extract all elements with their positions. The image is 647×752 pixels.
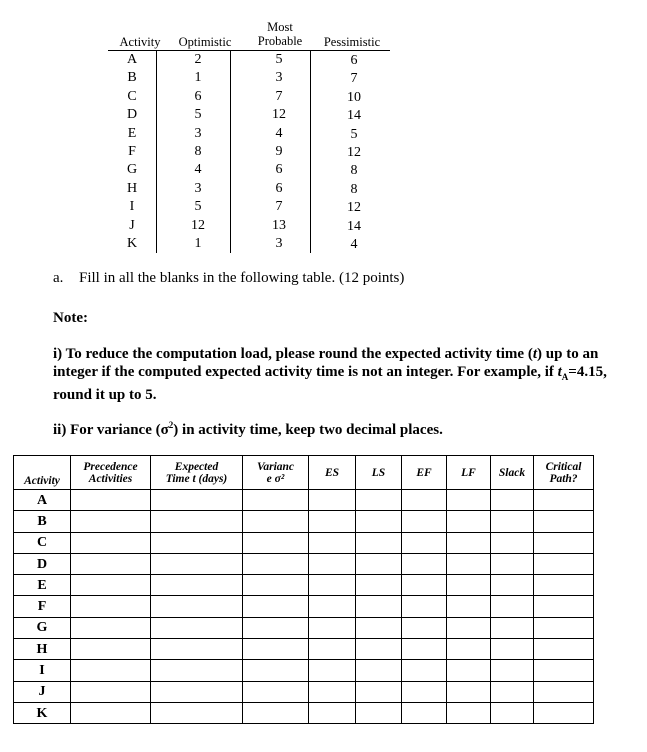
answer-blank-cell[interactable] — [491, 532, 534, 553]
answer-row-activity: F — [14, 596, 71, 617]
answer-blank-cell[interactable] — [491, 553, 534, 574]
answer-blank-cell[interactable] — [447, 639, 491, 660]
answer-blank-cell[interactable] — [71, 511, 151, 532]
answer-row — [14, 681, 594, 702]
answer-blank-cell[interactable] — [309, 511, 356, 532]
estimates-header — [108, 16, 390, 51]
answer-blank-cell[interactable] — [356, 702, 402, 723]
answer-row-activity: D — [14, 553, 71, 574]
estimate-row — [108, 51, 390, 69]
answer-blank-cell[interactable] — [309, 575, 356, 596]
cell-optimistic: 5 — [166, 198, 231, 216]
cell-most-probable: 7 — [248, 88, 311, 106]
answer-blank-cell[interactable] — [243, 532, 309, 553]
answer-blank-cell[interactable] — [491, 639, 534, 660]
answer-blank-cell[interactable] — [309, 639, 356, 660]
answer-blank-cell[interactable] — [309, 553, 356, 574]
answer-row-activity: A — [14, 490, 71, 511]
cell-most-probable: 7 — [248, 198, 311, 216]
cell-pessimistic: 8 — [350, 163, 358, 179]
answer-row-activity: E — [14, 575, 71, 596]
cell-activity: F — [108, 143, 157, 161]
answer-blank-cell[interactable] — [447, 617, 491, 638]
col-slack: Slack — [491, 456, 534, 490]
answer-row — [14, 639, 594, 660]
cell-optimistic: 4 — [166, 161, 231, 179]
answer-blank-cell[interactable] — [356, 681, 402, 702]
answer-row — [14, 511, 594, 532]
cell-most-probable: 3 — [248, 69, 311, 87]
answer-blank-cell[interactable] — [402, 553, 447, 574]
question-a — [53, 270, 404, 287]
answer-blank-cell[interactable] — [356, 596, 402, 617]
answer-row — [14, 490, 594, 511]
estimate-row — [108, 88, 390, 106]
cell-optimistic: 6 — [166, 88, 231, 106]
answer-row — [14, 553, 594, 574]
answer-blank-cell[interactable] — [243, 702, 309, 723]
cell-pessimistic: 10 — [347, 89, 361, 105]
cell-optimistic: 2 — [166, 51, 231, 69]
cell-pessimistic: 6 — [350, 53, 358, 68]
note-rounding-text-2: ) up to an integer if the computed expected activity time is not an integer. For example, if — [53, 346, 599, 380]
answer-blank-cell[interactable] — [309, 490, 356, 511]
note-rounding — [53, 345, 613, 404]
answer-blank-cell[interactable] — [447, 681, 491, 702]
cell-activity: H — [108, 180, 157, 198]
answer-blank-cell[interactable] — [356, 639, 402, 660]
cell-optimistic: 3 — [166, 180, 231, 198]
answer-blank-cell[interactable] — [71, 553, 151, 574]
answer-blank-cell[interactable] — [71, 681, 151, 702]
answer-header-row — [14, 456, 594, 490]
note-rounding-text-1: i) To reduce the computation load, please round the expected activity time ( — [53, 346, 533, 362]
col-es: ES — [309, 456, 356, 490]
answer-blank-cell[interactable] — [309, 617, 356, 638]
estimate-row — [108, 161, 390, 179]
note-var-t-a: t — [557, 364, 562, 380]
note-subscript-a: A — [561, 372, 569, 382]
note-variance-sup: 2 — [168, 420, 174, 430]
answer-blank-cell[interactable] — [402, 681, 447, 702]
cell-activity: I — [108, 198, 157, 216]
answer-blank-cell[interactable] — [534, 490, 594, 511]
answer-row-activity: K — [14, 702, 71, 723]
col-expected-line1: Expected — [174, 460, 219, 473]
answer-blank-cell[interactable] — [491, 702, 534, 723]
note-variance-text-1: ii) For variance (σ — [53, 422, 169, 438]
cell-activity: B — [108, 69, 157, 87]
answer-blank-cell[interactable] — [356, 617, 402, 638]
answer-blank-cell[interactable] — [243, 639, 309, 660]
answer-blank-cell[interactable] — [534, 702, 594, 723]
answer-blank-cell[interactable] — [447, 596, 491, 617]
header-most-line1: Most — [267, 20, 293, 34]
answer-blank-cell[interactable] — [491, 681, 534, 702]
answer-row — [14, 617, 594, 638]
cell-pessimistic: 8 — [350, 181, 358, 197]
col-activity: Activity — [14, 456, 71, 490]
cell-pessimistic: 12 — [347, 200, 361, 216]
note-var-t: t — [532, 346, 538, 362]
col-critical-path — [534, 456, 594, 490]
cell-pessimistic: 14 — [347, 108, 361, 124]
answer-blank-cell[interactable] — [356, 575, 402, 596]
answer-blank-cell[interactable] — [447, 660, 491, 681]
question-text: Fill in all the blanks in the following table. (12 points) — [79, 270, 405, 286]
cell-pessimistic: 5 — [350, 126, 358, 142]
answer-blank-cell[interactable] — [309, 660, 356, 681]
col-lf: LF — [447, 456, 491, 490]
answer-blank-cell[interactable] — [534, 617, 594, 638]
col-ls: LS — [356, 456, 402, 490]
cell-activity: A — [108, 51, 157, 69]
answer-blank-cell[interactable] — [151, 532, 243, 553]
answer-row — [14, 702, 594, 723]
answer-blank-cell[interactable] — [71, 702, 151, 723]
answer-blank-cell[interactable] — [243, 617, 309, 638]
cell-activity: G — [108, 161, 157, 179]
answer-blank-cell[interactable] — [71, 596, 151, 617]
answer-blank-cell[interactable] — [534, 532, 594, 553]
answer-blank-cell[interactable] — [243, 575, 309, 596]
answer-blank-cell[interactable] — [356, 511, 402, 532]
answer-row — [14, 575, 594, 596]
answer-blank-cell[interactable] — [151, 681, 243, 702]
answer-table — [13, 455, 594, 724]
cell-most-probable: 5 — [248, 51, 311, 69]
answer-row-activity: J — [14, 681, 71, 702]
answer-blank-cell[interactable] — [309, 596, 356, 617]
answer-blank-cell[interactable] — [534, 681, 594, 702]
estimate-row — [108, 125, 390, 143]
answer-row-activity: I — [14, 660, 71, 681]
answer-blank-cell[interactable] — [447, 575, 491, 596]
answer-blank-cell[interactable] — [491, 596, 534, 617]
answer-blank-cell[interactable] — [71, 660, 151, 681]
answer-row — [14, 596, 594, 617]
estimate-row — [108, 143, 390, 161]
answer-blank-cell[interactable] — [491, 490, 534, 511]
header-pessimistic: Pessimistic — [323, 35, 381, 49]
answer-row — [14, 532, 594, 553]
col-precedence-line1: Precedence — [83, 460, 138, 473]
answer-blank-cell[interactable] — [151, 660, 243, 681]
answer-blank-cell[interactable] — [491, 511, 534, 532]
col-variance — [243, 456, 309, 490]
answer-blank-cell[interactable] — [356, 490, 402, 511]
header-optimistic: Optimistic — [178, 35, 232, 49]
answer-blank-cell[interactable] — [534, 575, 594, 596]
answer-blank-cell[interactable] — [71, 490, 151, 511]
answer-blank-cell[interactable] — [491, 660, 534, 681]
cell-pessimistic: 7 — [350, 71, 358, 87]
estimate-row — [108, 180, 390, 198]
cell-activity: E — [108, 125, 157, 143]
header-most-line2: Probable — [257, 34, 303, 48]
answer-blank-cell[interactable] — [534, 660, 594, 681]
header-most-probable — [250, 20, 310, 48]
answer-row-activity: G — [14, 617, 71, 638]
answer-blank-cell[interactable] — [356, 660, 402, 681]
col-critical-line2: Path? — [549, 472, 578, 485]
answer-blank-cell[interactable] — [309, 532, 356, 553]
col-expected-line2: Time t (days) — [165, 472, 228, 485]
estimates-table — [108, 16, 390, 253]
answer-blank-cell[interactable] — [447, 702, 491, 723]
answer-blank-cell[interactable] — [151, 553, 243, 574]
cell-most-probable: 3 — [248, 235, 311, 253]
answer-blank-cell[interactable] — [71, 532, 151, 553]
answer-blank-cell[interactable] — [243, 511, 309, 532]
answer-blank-cell[interactable] — [356, 553, 402, 574]
cell-optimistic: 8 — [166, 143, 231, 161]
answer-blank-cell[interactable] — [491, 575, 534, 596]
answer-blank-cell[interactable] — [402, 617, 447, 638]
answer-blank-cell[interactable] — [534, 511, 594, 532]
cell-pessimistic: 4 — [350, 236, 358, 252]
answer-blank-cell[interactable] — [151, 617, 243, 638]
answer-blank-cell[interactable] — [71, 575, 151, 596]
answer-blank-cell[interactable] — [402, 702, 447, 723]
cell-most-probable: 4 — [248, 125, 311, 143]
answer-blank-cell[interactable] — [447, 532, 491, 553]
cell-pessimistic: 14 — [347, 218, 361, 234]
answer-blank-cell[interactable] — [309, 681, 356, 702]
cell-most-probable: 12 — [248, 106, 311, 124]
cell-optimistic: 3 — [166, 125, 231, 143]
estimates-body — [108, 51, 390, 253]
answer-blank-cell[interactable] — [447, 553, 491, 574]
col-variance-line1: Varianc — [256, 460, 295, 473]
col-precedence — [71, 456, 151, 490]
answer-row — [14, 660, 594, 681]
note-rounding-text-3: =4.15, round it up to 5. — [53, 364, 607, 403]
cell-activity: J — [108, 217, 157, 235]
estimate-row — [108, 198, 390, 216]
answer-blank-cell[interactable] — [491, 617, 534, 638]
answer-blank-cell[interactable] — [243, 553, 309, 574]
cell-most-probable: 6 — [248, 180, 311, 198]
answer-blank-cell[interactable] — [151, 702, 243, 723]
col-variance-line2: e σ² — [266, 472, 285, 485]
answer-blank-cell[interactable] — [243, 660, 309, 681]
answer-blank-cell[interactable] — [402, 532, 447, 553]
cell-pessimistic: 12 — [347, 144, 361, 160]
answer-blank-cell[interactable] — [151, 596, 243, 617]
answer-blank-cell[interactable] — [356, 532, 402, 553]
answer-blank-cell[interactable] — [402, 575, 447, 596]
answer-row-activity: H — [14, 639, 71, 660]
note-variance — [53, 420, 443, 439]
cell-activity: C — [108, 88, 157, 106]
note-title: Note: — [53, 310, 88, 326]
question-label: a. — [53, 270, 64, 286]
answer-blank-cell[interactable] — [447, 511, 491, 532]
cell-optimistic: 12 — [166, 217, 231, 235]
answer-blank-cell[interactable] — [243, 490, 309, 511]
col-ef: EF — [402, 456, 447, 490]
answer-blank-cell[interactable] — [71, 617, 151, 638]
header-activity: Activity — [119, 35, 161, 49]
answer-blank-cell[interactable] — [243, 596, 309, 617]
answer-blank-cell[interactable] — [534, 553, 594, 574]
answer-body — [14, 490, 594, 724]
estimate-row — [108, 235, 390, 253]
col-critical-line1: Critical — [545, 460, 582, 473]
estimate-row — [108, 217, 390, 235]
answer-blank-cell[interactable] — [151, 575, 243, 596]
cell-most-probable: 6 — [248, 161, 311, 179]
answer-blank-cell[interactable] — [402, 639, 447, 660]
cell-optimistic: 1 — [166, 235, 231, 253]
answer-blank-cell[interactable] — [402, 511, 447, 532]
answer-blank-cell[interactable] — [243, 681, 309, 702]
cell-activity: K — [108, 235, 157, 253]
estimate-row — [108, 106, 390, 124]
answer-blank-cell[interactable] — [402, 490, 447, 511]
answer-blank-cell[interactable] — [309, 702, 356, 723]
answer-blank-cell[interactable] — [534, 639, 594, 660]
cell-activity: D — [108, 106, 157, 124]
cell-most-probable: 9 — [248, 143, 311, 161]
answer-blank-cell[interactable] — [151, 490, 243, 511]
answer-blank-cell[interactable] — [151, 511, 243, 532]
answer-row-activity: B — [14, 511, 71, 532]
cell-optimistic: 1 — [166, 69, 231, 87]
answer-blank-cell[interactable] — [447, 490, 491, 511]
answer-blank-cell[interactable] — [534, 596, 594, 617]
col-expected-time — [151, 456, 243, 490]
note-variance-text-2: ) in activity time, keep two decimal places. — [173, 422, 443, 438]
col-precedence-line2: Activities — [88, 472, 133, 485]
answer-blank-cell[interactable] — [402, 660, 447, 681]
estimate-row — [108, 69, 390, 87]
answer-blank-cell[interactable] — [402, 596, 447, 617]
answer-row-activity: C — [14, 532, 71, 553]
answer-blank-cell[interactable] — [151, 639, 243, 660]
cell-optimistic: 5 — [166, 106, 231, 124]
answer-blank-cell[interactable] — [71, 639, 151, 660]
cell-most-probable: 13 — [248, 217, 311, 235]
